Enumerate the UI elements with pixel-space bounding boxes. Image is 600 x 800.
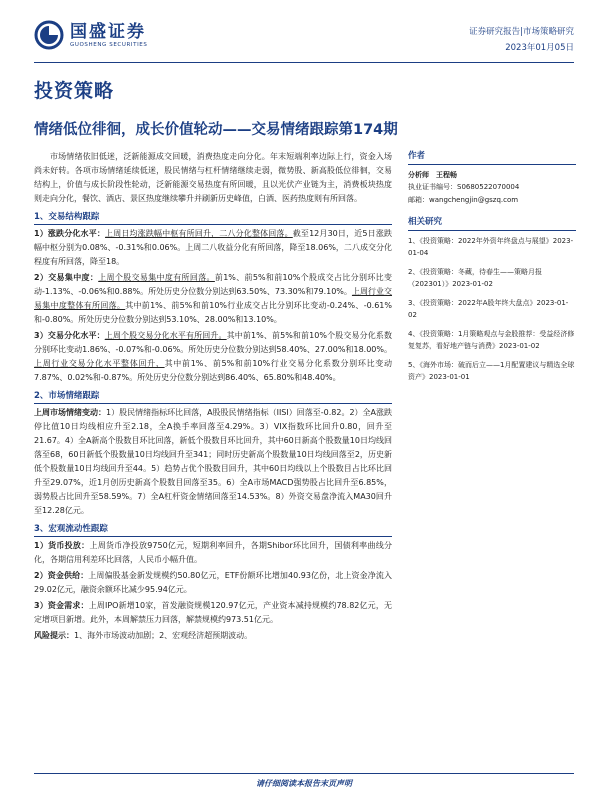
section-title-trade-structure: 1、交易结构跟踪 — [34, 210, 392, 225]
report-title: 情绪低位徘徊，成长价值轮动——交易情绪跟踪第174期 — [34, 122, 398, 138]
sidebar — [408, 150, 576, 390]
report-category: 证券研究报告|市场策略研究 — [469, 27, 574, 37]
text: 其中前1%、前5%和前10%行业成交占比分别环比变动-0.24%、-0.61%和-0.80%。所处历史分位数分别达到53.10%、28.00%和13.10%。 — [34, 301, 393, 324]
text: 其中前1%、前5%和前10%个股交易分化系数分别环比变动1.86%、-0.07%和-0.06%。所处历史分位数分别达到58.40%、27.00%和18.00%。 — [34, 331, 392, 354]
footer-disclaimer: 请仔细阅读本报告末页声明 — [256, 779, 352, 788]
paragraph-concentration — [34, 271, 392, 327]
related-item[interactable]: 2、《投资策略：冬藏，待春生——策略月报（202301）》2023-01-02 — [408, 267, 542, 288]
highlight: 上周个股交易集中度有所回落。 — [98, 273, 215, 282]
company-logo — [34, 20, 147, 50]
section-title-liquidity: 3、宏观流动性跟踪 — [34, 522, 392, 537]
section-title-sentiment: 2、市场情绪跟踪 — [34, 389, 392, 404]
certificate-number: 执业证书编号：S0680522070004 — [408, 183, 520, 191]
label: 1）涨跌分化水平： — [34, 229, 106, 238]
text: 上周IPO新增10家，首发融资规模120.97亿元，产业资本减持规模约78.82亿元，无定增项目新增。此外，本周解禁压力回落，解禁规模约973.51亿元。 — [34, 601, 392, 624]
text: 前1%、前5%和前10%个股成交占比分别环比变动-1.13%、-0.06%和0.88%。所处历史分位数分别达到63.50%、73.30%和79.10%。 — [34, 273, 392, 296]
paragraph-differentiation — [34, 329, 392, 385]
text: 1）股民情绪指标环比回落，A股股民情绪指标（IISI）回落至-0.82。2）全A涨跌停比值10日均线相应升至2.18，全A换手率回落至4.29%。3）VIX指数环比回升0.80，回升至21.67。4）全A新高个股数目环比回落，新低个股数目环比回升，其中60日新高个股数量10日均线回落至68，60日新低个股数量10日均线回升至341；同时历史新高个股数量10日均线回落至2，历史新低个股数量10日均线回升至44。5）趋势占优个股数目回升，其中60日均线以上个股数目占比环比回升至29.07%，近1月创历史新高个股数目回落至35。6）全A市场MACD强势股占比回升至6.85%，弱势股占比回升至58.59%。7）全A杠杆资金情绪回落至14.53%。8）外资交易盘净流入MA30回升至12.28亿元。 — [34, 408, 393, 515]
paragraph-sentiment — [34, 406, 392, 518]
text: 截至12月30日，近5日涨跌幅中枢分别为0.08%、-0.31%和0.06%。上周二八收益分化有所回落，降至18.06%，二八成交分化程度有所回落，降至18。 — [34, 229, 392, 266]
author-heading: 作者 — [408, 150, 576, 165]
text: 上周偏股基金新发规模约50.80亿元，ETF份额环比增加40.93亿份，北上资金净流入29.02亿元，融资余额环比减少95.94亿元。 — [34, 571, 392, 594]
related-item[interactable]: 3、《投资策略：2022年A股年终大盘点》2023-01-02 — [408, 298, 569, 319]
related-item[interactable]: 1、《投资策略：2022年外资年终盘点与展望》2023-01-04 — [408, 236, 574, 257]
highlight: 上周个股交易分化水平有所回升。 — [104, 331, 227, 340]
text: 上周货币净投放9750亿元，短期利率回升，各期Shibor环比回升，国债利率曲线分化，各期信用利差环比回落，人民币小幅升值。 — [34, 541, 392, 564]
header-divider — [34, 62, 574, 63]
highlight: 上周行业交易集中度整体有所回落。 — [34, 287, 393, 310]
logo-english-name: GUOSHENG SECURITIES — [70, 41, 148, 48]
label: 1）货币投放： — [34, 541, 90, 550]
highlight: 上周行业交易分化水平整体回升， — [34, 359, 165, 368]
text: 1、海外市场波动加剧；2、宏观经济超预期波动。 — [74, 631, 253, 640]
logo-mark-icon — [34, 20, 64, 50]
label: 上周市场情绪变动： — [34, 408, 107, 417]
related-research-heading: 相关研究 — [408, 216, 576, 231]
paragraph-supply — [34, 569, 392, 597]
label: 3）交易分化水平： — [34, 331, 105, 340]
label: 风险提示： — [34, 631, 74, 640]
report-type: 投资策略 — [34, 80, 115, 102]
paragraph-monetary — [34, 539, 392, 567]
label: 3）资金需求： — [34, 601, 89, 610]
footer-divider — [34, 773, 574, 774]
highlight: 上周日均涨跌幅中枢有所回升，二八分化整体回落。 — [105, 229, 293, 238]
text: 其中前1%、前5%和前10%行业交易分化系数分别环比变动7.87%、0.02%和-0.87%。所处历史分位数分别达到86.40%、65.80%和48.40%。 — [34, 359, 392, 382]
risk-warning — [34, 629, 392, 643]
main-content — [34, 150, 392, 645]
related-item[interactable]: 5、《海外市场：破而后立——1月配置建议与精选全球资产》2023-01-01 — [408, 360, 575, 381]
intro-paragraph: 市场情绪依旧低迷，泛新能源成交回暖，消费热度走向分化。年末短端利率边际上行，资金入场尚未好转。各项市场情绪延续低迷，股民情绪与杠杆情绪继续走弱，微势股、新高股低位徘徊，交易结构上，价值与成长阶段性轮动，泛新能源交易热度有所回暖，且以光伏产业链为主，消费板块热度则走向分化，餐饮、酒店、景区热度继续攀升并刷新历史峰值，白酒、医药热度则有所回落。 — [34, 152, 392, 203]
label: 2）交易集中度： — [34, 273, 99, 282]
page-header — [0, 0, 600, 62]
analyst-name: 分析师 王程畅 — [408, 170, 457, 179]
related-item[interactable]: 4、《投资策略：1月策略观点与金股推荐：受益经济修复复苏，看好地产链与消费》2023-01-02 — [408, 329, 575, 350]
report-date: 2023年01月05日 — [505, 43, 574, 53]
paragraph-dispersion — [34, 227, 392, 269]
email: 邮箱：wangchengjin@gszq.com — [408, 195, 519, 204]
logo-chinese-name: 国盛证券 — [70, 21, 146, 42]
label: 2）资金供给： — [34, 571, 89, 580]
paragraph-demand — [34, 599, 392, 627]
